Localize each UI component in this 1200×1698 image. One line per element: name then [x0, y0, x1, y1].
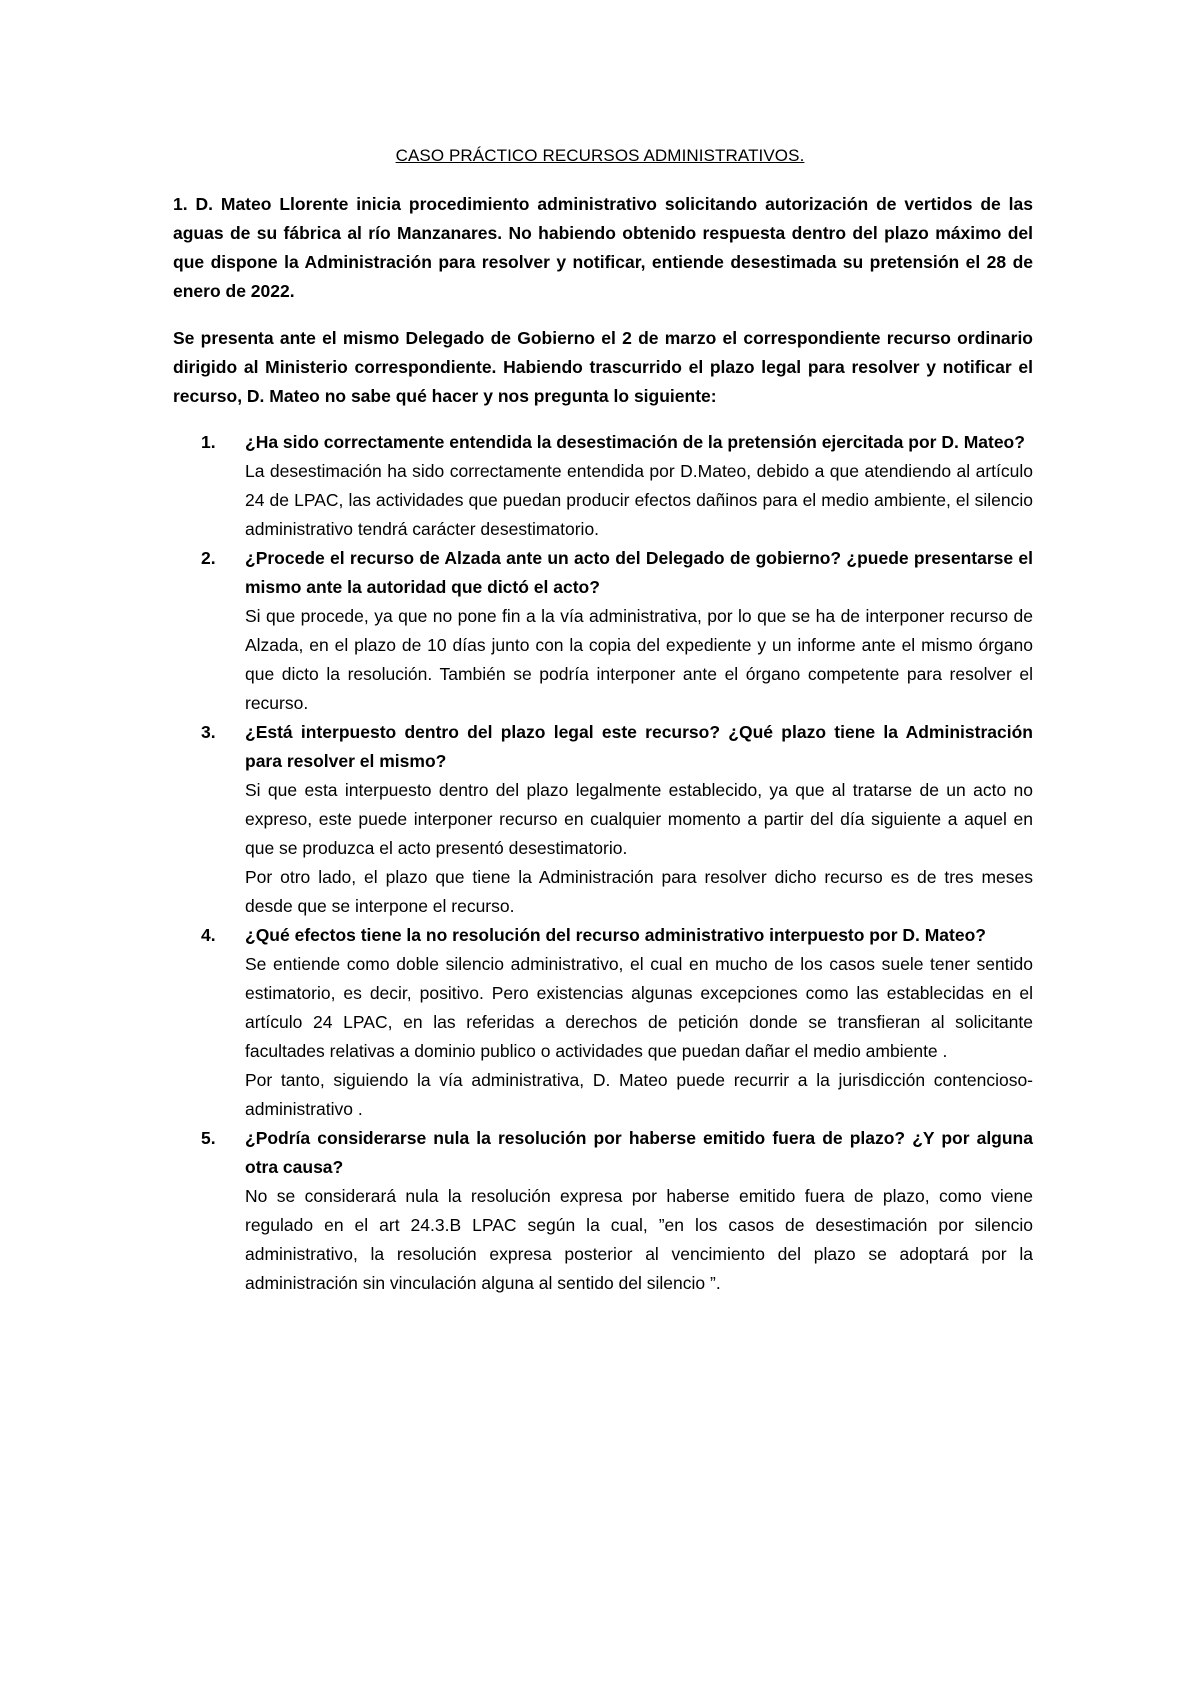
- case-paragraph: Se presenta ante el mismo Delegado de Gobierno el 2 de marzo el correspondiente recurso ordinario dirigido al Ministerio correspondiente. Habiendo trascurrido el plazo legal para resolver y notificar el recurso, D. Mateo no sabe qué hacer y nos pregunta lo siguiente:: [173, 328, 1033, 406]
- question-text: ¿Podría considerarse nula la resolución por haberse emitido fuera de plazo? ¿Y por alguna otra causa?: [245, 1128, 1033, 1177]
- question-text: ¿Procede el recurso de Alzada ante un acto del Delegado de gobierno? ¿puede presentarse el mismo ante la autoridad que dictó el acto?: [245, 548, 1033, 597]
- question-text: ¿Está interpuesto dentro del plazo legal este recurso? ¿Qué plazo tiene la Administración para resolver el mismo?: [245, 722, 1033, 771]
- question-number: 4.: [201, 925, 216, 945]
- answer-text: Si que procede, ya que no pone fin a la vía administrativa, por lo que se ha de interponer recurso de Alzada, en el plazo de 10 días junto con la copia del expediente y un informe ante el mismo órgano que dicto la resolución. También se podría interponer ante el órgano competente para resolver el recurso.: [245, 606, 1033, 713]
- intro-paragraph: 1. D. Mateo Llorente inicia procedimiento administrativo solicitando autorización de vertidos de las aguas de su fábrica al río Manzanares. No habiendo obtenido respuesta dentro del plazo máximo del que dispone la Administración para resolver y notificar, entiende desestimada su pretensión el 28 de enero de 2022.: [173, 194, 1033, 301]
- question-text: ¿Ha sido correctamente entendida la desestimación de la pretensión ejercitada por D. Mateo?: [245, 432, 1025, 452]
- question-item-4: [173, 921, 1033, 1124]
- question-item-1: [173, 428, 1033, 544]
- question-item-3: [173, 718, 1033, 921]
- answer-text: Se entiende como doble silencio administrativo, el cual en mucho de los casos suele tener sentido estimatorio, es decir, positivo. Pero existencias algunas excepciones como las establecidas en el artículo 24 LPAC, en las referidas a derechos de petición donde se transfieran al solicitante facultades relativas a dominio publico o actividades que puedan dañar el medio ambiente .: [245, 954, 1033, 1061]
- question-number: 5.: [201, 1128, 216, 1148]
- question-text: ¿Qué efectos tiene la no resolución del recurso administrativo interpuesto por D. Mateo?: [245, 925, 986, 945]
- question-item-5: [173, 1124, 1033, 1298]
- question-number: 2.: [201, 548, 216, 568]
- question-list: [173, 428, 1033, 1298]
- answer-text: Por tanto, siguiendo la vía administrativa, D. Mateo puede recurrir a la jurisdicción contencioso-administrativo .: [245, 1070, 1033, 1119]
- answer-text: Si que esta interpuesto dentro del plazo legalmente establecido, ya que al tratarse de un acto no expreso, este puede interponer recurso en cualquier momento a partir del día siguiente a aquel en que se produzca el acto presentó desestimatorio.: [245, 780, 1033, 858]
- question-item-2: [173, 544, 1033, 718]
- answer-text: La desestimación ha sido correctamente entendida por D.Mateo, debido a que atendiendo al artículo 24 de LPAC, las actividades que puedan producir efectos dañinos para el medio ambiente, el silencio administrativo tendrá carácter desestimatorio.: [245, 461, 1033, 539]
- answer-text: No se considerará nula la resolución expresa por haberse emitido fuera de plazo, como viene regulado en el art 24.3.B LPAC según la cual, ”en los casos de desestimación por silencio administrativo, la resolución expresa posterior al vencimiento del plazo se adoptará por la administración sin vinculación alguna al sentido del silencio ”.: [245, 1186, 1033, 1293]
- question-number: 3.: [201, 722, 216, 742]
- answer-text: Por otro lado, el plazo que tiene la Administración para resolver dicho recurso es de tres meses desde que se interpone el recurso.: [245, 867, 1033, 916]
- question-number: 1.: [201, 432, 216, 452]
- document-title: CASO PRÁCTICO RECURSOS ADMINISTRATIVOS.: [395, 146, 805, 165]
